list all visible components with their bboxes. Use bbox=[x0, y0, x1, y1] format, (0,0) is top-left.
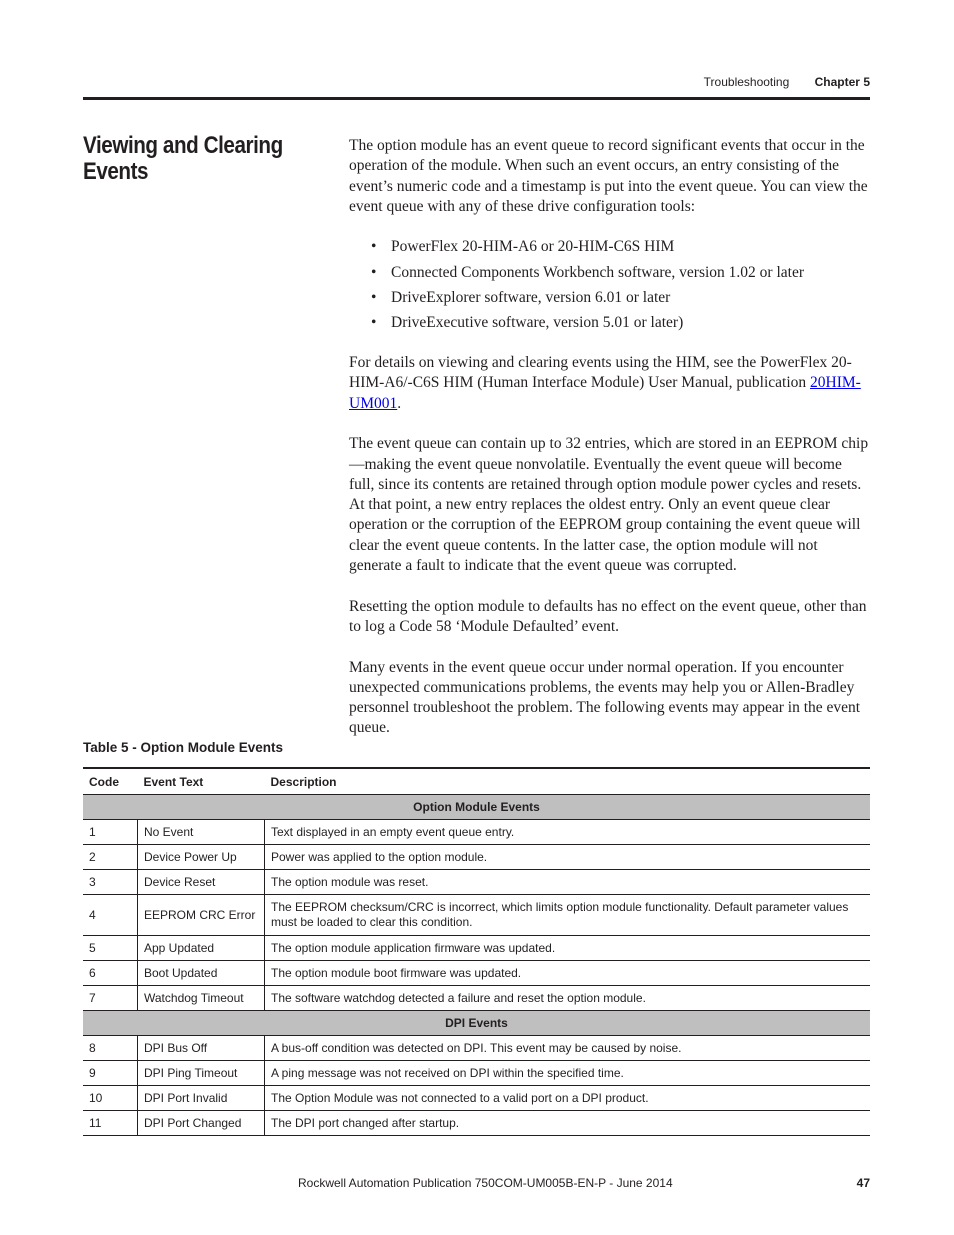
cell-event-text: DPI Port Changed bbox=[138, 1111, 265, 1136]
table-row bbox=[83, 845, 870, 870]
table-header-row bbox=[83, 768, 870, 795]
list-item: • DriveExplorer software, version 6.01 or later bbox=[349, 288, 870, 308]
body-text bbox=[349, 136, 870, 759]
cell-code: 6 bbox=[83, 961, 138, 986]
capacity-paragraph: The event queue can contain up to 32 entries, which are stored in an EEPROM chip—making the event queue nonvolatile. Eventually the event queue will become full, since its contents are retained through option module power cycles and resets. At that point, a new entry replaces the oldest entry. Only an event queue clear operation or the corruption of the EEPROM group containing the event queue will clear the event queue contents. In the latter case, the option module will not generate a fault to indicate that the event queue was corrupted. bbox=[349, 435, 869, 575]
cell-event-text: DPI Bus Off bbox=[138, 1036, 265, 1061]
cell-event-text: EEPROM CRC Error bbox=[138, 895, 265, 936]
column-header-event-text: Event Text bbox=[138, 768, 265, 795]
cell-description: A ping message was not received on DPI within the specified time. bbox=[265, 1061, 871, 1086]
tool-list bbox=[349, 237, 870, 333]
page-number: 47 bbox=[856, 1176, 870, 1190]
cell-code: 10 bbox=[83, 1086, 138, 1111]
cell-code: 9 bbox=[83, 1061, 138, 1086]
cell-description: The software watchdog detected a failure and reset the option module. bbox=[265, 986, 871, 1011]
cell-code: 11 bbox=[83, 1111, 138, 1136]
cell-description: Text displayed in an empty event queue entry. bbox=[265, 820, 871, 845]
table-row bbox=[83, 1111, 870, 1136]
header-section-label: Troubleshooting bbox=[703, 75, 790, 89]
section-title: Viewing and Clearing Events bbox=[83, 132, 283, 185]
cell-event-text: Device Reset bbox=[138, 870, 265, 895]
normal-operation-paragraph: Many events in the event queue occur under normal operation. If you encounter unexpected communications problems, the events may help you or Allen-Bradley personnel troubleshoot the problem. The following events may appear in the event queue. bbox=[349, 658, 861, 737]
table-row bbox=[83, 1086, 870, 1111]
events-table bbox=[83, 767, 870, 1136]
cell-event-text: Device Power Up bbox=[138, 845, 265, 870]
publication-info: Rockwell Automation Publication 750COM-UM005B-EN-P - June 2014 bbox=[298, 1176, 673, 1190]
group-row-option-module bbox=[83, 795, 870, 820]
intro-paragraph: The option module has an event queue to record significant events that occur in the operation of the module. When such an event occurs, an entry consisting of the event’s numeric code and a timestamp is put into the event queue. You can view the event queue with any of these drive configuration tools: bbox=[349, 137, 868, 215]
cell-event-text: App Updated bbox=[138, 936, 265, 961]
publication-link[interactable]: 20HIM-UM001 bbox=[349, 374, 861, 412]
table-row bbox=[83, 895, 870, 936]
cell-event-text: DPI Ping Timeout bbox=[138, 1061, 265, 1086]
cell-event-text: Watchdog Timeout bbox=[138, 986, 265, 1011]
table-row bbox=[83, 936, 870, 961]
cell-code: 4 bbox=[83, 895, 138, 936]
group-title: DPI Events bbox=[83, 1011, 870, 1036]
cell-event-text: No Event bbox=[138, 820, 265, 845]
details-suffix: . bbox=[397, 394, 402, 412]
reset-paragraph: Resetting the option module to defaults has no effect on the event queue, other than to log a Code 58 ‘Module Defaulted’ event. bbox=[349, 597, 867, 635]
cell-code: 1 bbox=[83, 820, 138, 845]
details-text: For details on viewing and clearing events using the HIM, see the PowerFlex 20-HIM-A6/-C6S HIM (Human Interface Module) User Manual, publication bbox=[349, 354, 852, 392]
cell-description: The DPI port changed after startup. bbox=[265, 1111, 871, 1136]
cell-description: The EEPROM checksum/CRC is incorrect, which limits option module functionality. Default parameter values must be loaded to clear this condition. bbox=[265, 895, 871, 936]
list-item: • PowerFlex 20-HIM-A6 or 20-HIM-C6S HIM bbox=[349, 237, 870, 257]
table-row bbox=[83, 961, 870, 986]
cell-description: A bus-off condition was detected on DPI. This event may be caused by noise. bbox=[265, 1036, 871, 1061]
group-title: Option Module Events bbox=[83, 795, 870, 820]
list-item: • Connected Components Workbench software, version 1.02 or later bbox=[349, 263, 870, 283]
header-chapter-label: Chapter 5 bbox=[814, 75, 870, 89]
cell-description: The option module was reset. bbox=[265, 870, 871, 895]
table-row bbox=[83, 870, 870, 895]
table-row bbox=[83, 986, 870, 1011]
cell-description: The option module boot firmware was updated. bbox=[265, 961, 871, 986]
cell-description: Power was applied to the option module. bbox=[265, 845, 871, 870]
cell-code: 2 bbox=[83, 845, 138, 870]
table-row bbox=[83, 820, 870, 845]
header-rule bbox=[83, 97, 870, 100]
table-row bbox=[83, 1036, 870, 1061]
column-header-code: Code bbox=[83, 768, 138, 795]
cell-code: 5 bbox=[83, 936, 138, 961]
cell-code: 8 bbox=[83, 1036, 138, 1061]
table-caption: Table 5 - Option Module Events bbox=[83, 740, 284, 755]
column-header-description: Description bbox=[265, 768, 871, 795]
cell-description: The option module application firmware was updated. bbox=[265, 936, 871, 961]
cell-event-text: DPI Port Invalid bbox=[138, 1086, 265, 1111]
cell-event-text: Boot Updated bbox=[138, 961, 265, 986]
running-header bbox=[704, 75, 870, 89]
details-paragraph bbox=[349, 353, 870, 414]
cell-code: 7 bbox=[83, 986, 138, 1011]
cell-code: 3 bbox=[83, 870, 138, 895]
group-row-dpi bbox=[83, 1011, 870, 1036]
table-row bbox=[83, 1061, 870, 1086]
cell-description: The Option Module was not connected to a valid port on a DPI product. bbox=[265, 1086, 871, 1111]
list-item: • DriveExecutive software, version 5.01 or later) bbox=[349, 313, 870, 333]
